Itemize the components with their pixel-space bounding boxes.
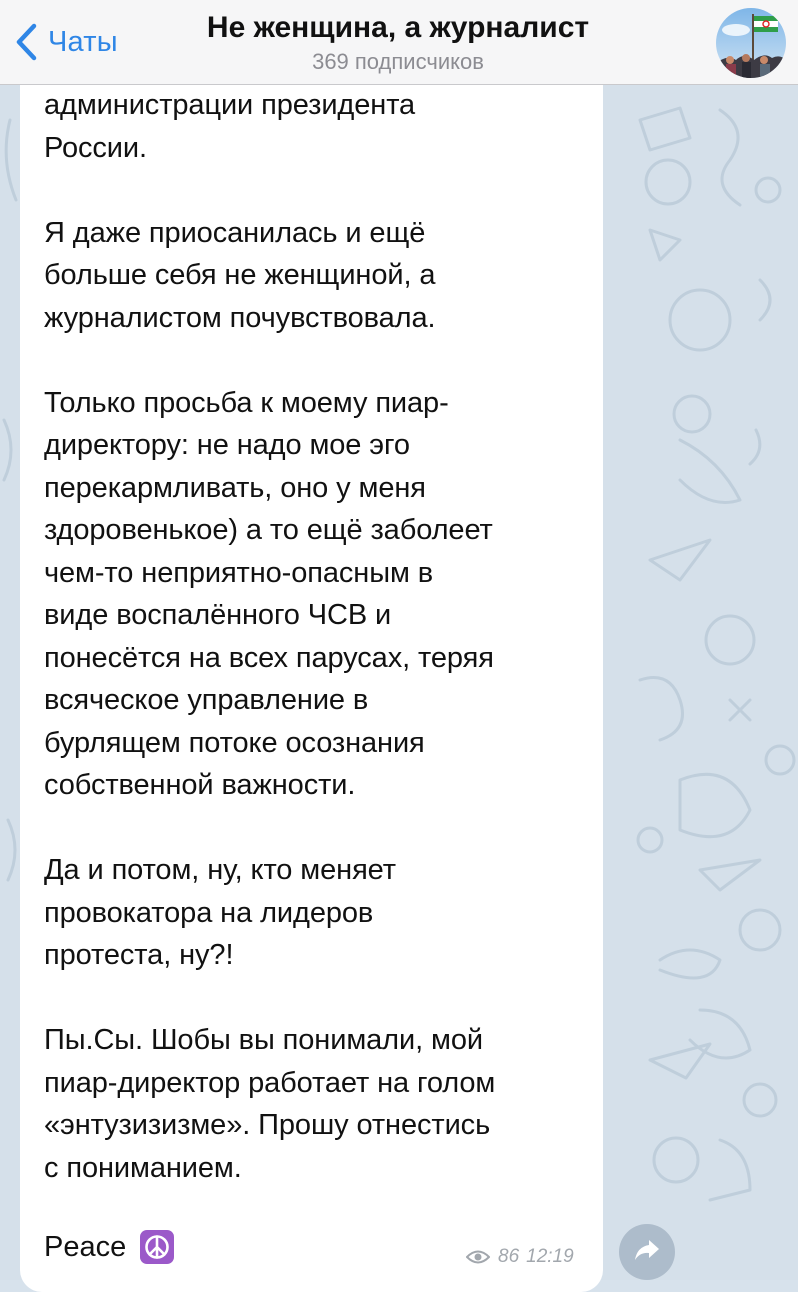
channel-title-block[interactable] bbox=[150, 8, 646, 76]
subscriber-count: 369 подписчиков bbox=[312, 49, 484, 74]
message-meta bbox=[466, 1244, 574, 1270]
avatar-image bbox=[716, 8, 786, 78]
chevron-left-icon bbox=[12, 20, 40, 64]
eye-icon bbox=[466, 1249, 490, 1265]
peace-symbol-icon bbox=[140, 1230, 174, 1264]
message-time: 12:19 bbox=[526, 1246, 574, 1267]
message-text: администрации президента России. Я даже приосанилась и ещё больше себя не женщиной, а журналистом почувствовала. Только просьба к моему пиар- директору: не надо мое эго перекармливать, оно у меня здоровенькое) а то ещё заболеет чем-то неприятно-опасным в виде воспалённого ЧСВ и понесётся на всех парусах, теряя всяческое управление в бурлящем потоке осознания собственной важности. Да и потом, ну, кто меняет провокатора на лидеров протеста, ну?! Пы.Сы. Шобы вы понимали, мой пиар-директор работает на голом «энтузизизме». Прошу отнестись с пониманием. bbox=[44, 89, 496, 1184]
back-button[interactable] bbox=[12, 18, 118, 66]
share-arrow-icon bbox=[634, 1238, 660, 1267]
back-label: Чаты bbox=[48, 25, 118, 58]
sign-off-text: Peace bbox=[44, 1230, 127, 1263]
share-button[interactable] bbox=[619, 1224, 675, 1280]
channel-avatar[interactable] bbox=[716, 8, 786, 78]
chat-header bbox=[0, 0, 798, 85]
message-sign-off bbox=[44, 1226, 174, 1268]
channel-title: Не женщина, а журналист bbox=[206, 11, 590, 44]
view-count: 86 bbox=[498, 1246, 520, 1267]
